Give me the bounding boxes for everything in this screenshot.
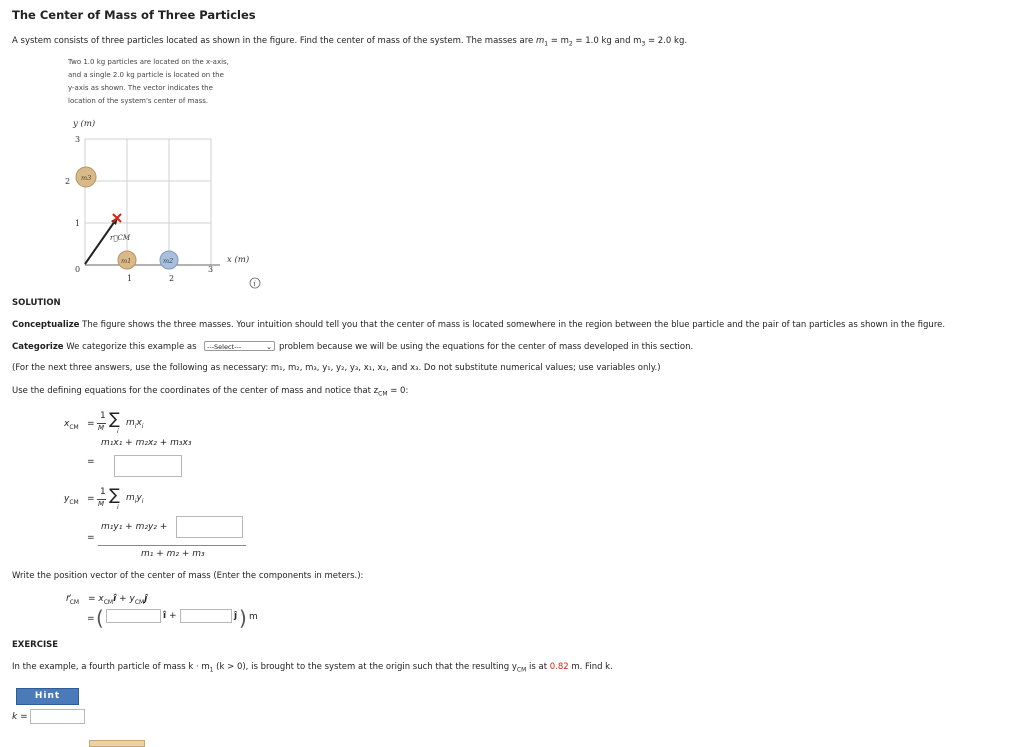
xcm-lhs: $x_{CM}$ [64, 419, 79, 431]
cm-vector-label: r⃗CM [110, 234, 131, 242]
page-title: The Center of Mass of Three Particles [12, 8, 256, 22]
ihat-label: î + [163, 611, 177, 621]
y-tick-3: 3 [75, 135, 81, 144]
close-paren: ) [239, 606, 247, 630]
ycm-term: $m_iy_i$ [126, 493, 144, 505]
rcm-eq-sign-2: = [87, 614, 95, 624]
write-vector-text: Write the position vector of the center of mass (Enter the components in meters.): [12, 571, 364, 581]
figure-caption: Two 1.0 kg particles are located on the x-axis, and a single 2.0 kg particle is located on the y-axis as shown. The vector indicates the location of the system's center of mass. [68, 58, 229, 105]
ycm-eq-sign-2: = [87, 533, 95, 543]
problem-statement: A system consists of three particles located as shown in the figure. Find the center of mass of the system. The masses are $m_1 = m_2 = 1.0$ kg and $m_3 = 2.0$ kg. [12, 36, 688, 48]
exercise-text: In the example, a fourth particle of mass $k \cdot m_1$ (k > 0), is brought to the system at the origin such that the resulting $y_{CM}$ is at 0.82 m. Find k. [12, 662, 613, 674]
ycm-M: M [98, 500, 105, 508]
x-tick-3: 3 [208, 265, 214, 274]
exercise-value: 0.82 [549, 662, 569, 672]
ycm-sigma-sub: i [117, 504, 119, 511]
info-icon-glyph: i [253, 280, 256, 288]
exercise-header: EXERCISE [12, 640, 59, 650]
center-of-mass-figure [55, 112, 270, 292]
xcm-numerator: m₁x₁ + m₂x₂ + m₃x₃ [101, 438, 192, 448]
rcm-x-input[interactable] [106, 609, 161, 623]
chevron-down-icon: ⌄ [266, 343, 272, 351]
x-axis-label: x (m) [227, 255, 250, 265]
y-tick-0: 0 [75, 265, 81, 274]
ycm-numerator: m₁y₁ + m₂y₂ + [101, 522, 168, 532]
categorize-select[interactable]: ---Select--- ⌄ [204, 341, 275, 351]
xcm-eq-sign: = [87, 419, 95, 429]
ycm-denominator: m₁ + m₂ + m₃ [141, 549, 205, 559]
y-axis-label: y (m) [73, 119, 96, 129]
unit-m: m [249, 612, 258, 622]
use-defining: Use the defining equations for the coordinates of the center of mass and notice that $z_{CM} = 0$: [12, 386, 409, 398]
m1-label: m1 [121, 257, 132, 265]
y-tick-2: 2 [65, 177, 71, 186]
m2-label: m2 [163, 257, 174, 265]
hint-button[interactable]: Hint [16, 688, 79, 705]
cm-vector [85, 221, 115, 264]
xcm-sigma-sub: i [117, 428, 119, 435]
ycm-one: 1 [100, 487, 106, 497]
cutoff-button[interactable] [89, 740, 145, 747]
solution-header: SOLUTION [12, 298, 61, 308]
k-input[interactable] [30, 709, 85, 724]
ycm-answer-input[interactable] [176, 516, 243, 538]
rcm-rhs: = $x_{CM}î$ + $y_{CM}ĵ$ [88, 594, 148, 606]
categorize-paragraph: Categorize We categorize this example as [12, 342, 197, 352]
xcm-M: M [98, 424, 105, 432]
k-label: k = [12, 712, 28, 722]
xcm-one: 1 [100, 411, 106, 421]
rcm-lhs: $r⃗_{CM}$ [66, 594, 80, 606]
rcm-y-input[interactable] [180, 609, 232, 623]
jhat-label: ĵ [234, 611, 238, 621]
xcm-term: $m_ix_i$ [126, 418, 144, 430]
ycm-eq-sign: = [87, 494, 95, 504]
categorize-tail: problem because we will be using the equations for the center of mass developed in this section. [279, 342, 694, 352]
instructions: (For the next three answers, use the following as necessary: m₁, m₂, m₃, y₁, y₂, y₃, x₁, x₂, and x₃. Do not substitute numerical values; use variables only.) [12, 363, 661, 373]
xcm-eq-sign-2: = [87, 457, 95, 467]
ycm-sigma: ∑ [109, 485, 120, 504]
grid [85, 139, 211, 265]
ycm-lhs: $y_{CM}$ [64, 494, 79, 506]
x-tick-1: 1 [127, 274, 133, 283]
x-tick-2: 2 [169, 274, 175, 283]
xcm-answer-input[interactable] [114, 455, 182, 477]
xcm-sigma: ∑ [109, 409, 120, 428]
y-tick-1: 1 [75, 219, 81, 228]
open-paren: ( [96, 606, 104, 630]
ycm-frac-line-2 [98, 545, 246, 546]
conceptualize-paragraph: Conceptualize The figure shows the three masses. Your intuition should tell you that the center of mass is located somewhere in the region between the blue particle and the pair of tan particles as shown in the figure. [12, 320, 946, 330]
m3-label: m3 [81, 174, 92, 182]
